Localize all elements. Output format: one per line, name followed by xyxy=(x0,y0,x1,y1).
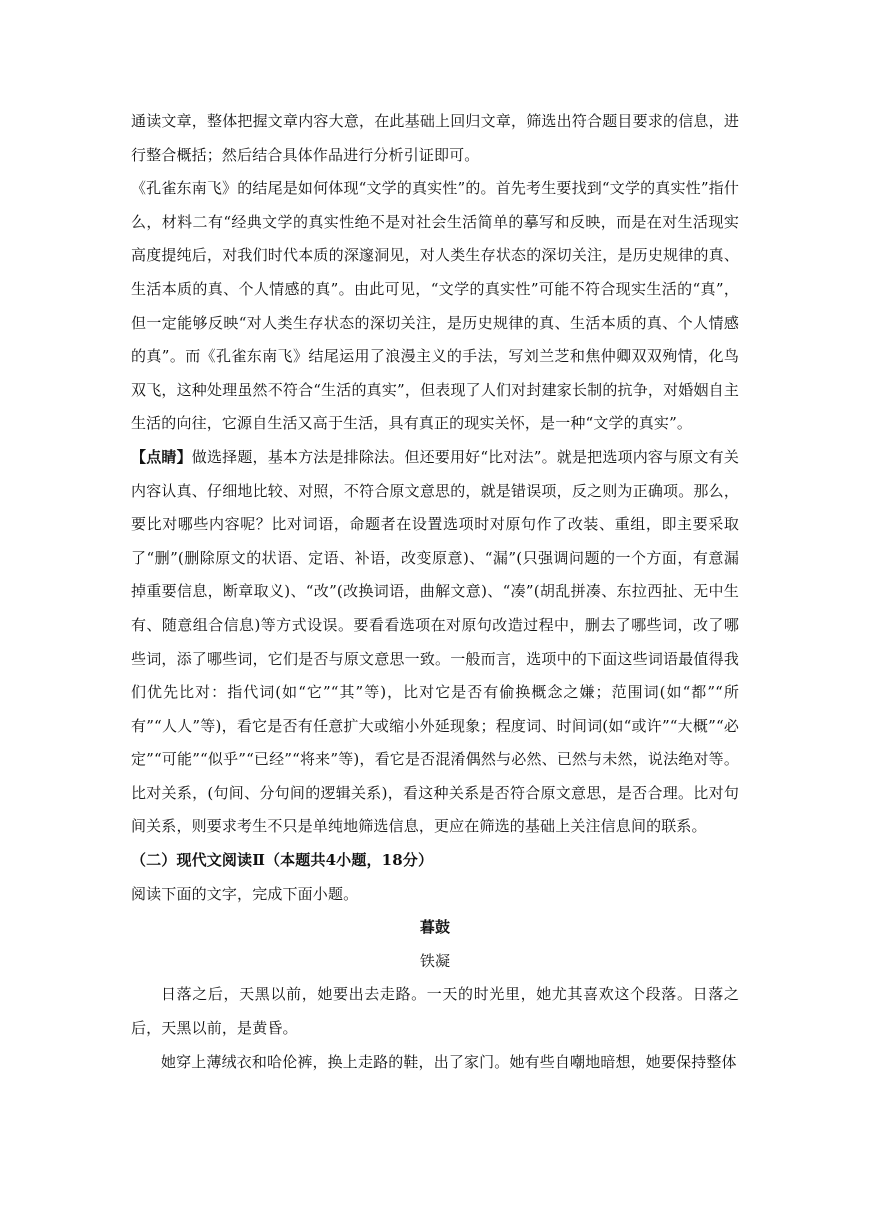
paragraph-text: 通读文章，整体把握文章内容大意，在此基础上回归文章，筛选出符合题目要求的信息，进行整合概括；然后结合具体作品进行分析引证即可。 xyxy=(131,112,739,164)
key-point-paragraph xyxy=(131,441,739,844)
key-point-label: 【点睛】 xyxy=(131,447,192,466)
essay-paragraph-2: 她穿上薄绒衣和哈伦裤，换上走路的鞋，出了家门。她有些自嘲地暗想，她要保持整体 xyxy=(161,1052,737,1071)
paragraph-text: 《孔雀东南飞》的结尾是如何体现“文学的真实性”的。首先考生要找到“文学的真实性”指什么，材料二有“经典文学的真实性绝不是对社会生活简单的摹写和反映，而是在对生活现实高度提纯后，对我们时代本质的深邃洞见，对人类生存状态的深切关注，是历史规律的真、生活本质的真、个人情感的真”。由此可见，“文学的真实性”可能不符合现实生活的“真”，但一定能够反映“对人类生存状态的深切关注，是历史规律的真、生活本质的真、个人情感的真”。而《孔雀东南飞》结尾运用了浪漫主义的手法，写刘兰芝和焦仲卿双双殉情，化鸟双飞，这种处理虽然不符合“生活的真实”，但表现了人们对封建家长制的抗争，对婚姻自主生活的向往，它源自生活又高于生活，具有真正的现实关怀，是一种“文学的真实”。 xyxy=(131,179,739,433)
reading-instruction: 阅读下面的文字，完成下面小题。 xyxy=(131,884,359,903)
essay-title: 暮鼓 xyxy=(419,918,451,937)
analysis-paragraph-2 xyxy=(131,172,739,441)
essay-author: 铁凝 xyxy=(419,951,451,970)
analysis-paragraph-1 xyxy=(131,105,739,172)
essay-paragraph-1: 日落之后，天黑以前，她要出去走路。一天的时光里，她尤其喜欢这个段落。日落之后，天黑以前，是黄昏。 xyxy=(131,985,739,1038)
section-heading: （二）现代文阅读Ⅱ（本题共4小题，18分） xyxy=(131,851,434,870)
paragraph-text: 做选择题，基本方法是排除法。但还要用好“比对法”。就是把选项内容与原文有关内容认真、仔细地比较、对照，不符合原文意思的，就是错误项，反之则为正确项。那么，要比对哪些内容呢？比对词语，命题者在设置选项时对原句作了改装、重组，即主要采取了“删”(删除原文的状语、定语、补语，改变原意)、“漏”(只强调问题的一个方面，有意漏掉重要信息，断章取义)、“改”(改换词语，曲解文意)、“凑”(胡乱拼凑、东拉西扯、无中生有、随意组合信息)等方式设误。要看看选项在对原句改造过程中，删去了哪些词，改了哪些词，添了哪些词，它们是否与原文意思一致。一般而言，选项中的下面这些词语最值得我们优先比对：指代词(如“它”“其”等)，比对它是否有偷换概念之嫌；范围词(如“都”“所有”“人人”等)，看它是否有任意扩大或缩小外延现象；程度词、时间词(如“或许”“大概”“必定”“可能”“似乎”“已经”“将来”等)，看它是否混淆偶然与必然、已然与未然，说法绝对等。比对关系，(句间、分句间的逻辑关系)，看这种关系是否符合原文意思，是否合理。比对句间关系，则要求考生不只是单纯地筛选信息，更应在筛选的基础上关注信息间的联系。 xyxy=(131,447,740,836)
document-page xyxy=(131,105,739,1079)
